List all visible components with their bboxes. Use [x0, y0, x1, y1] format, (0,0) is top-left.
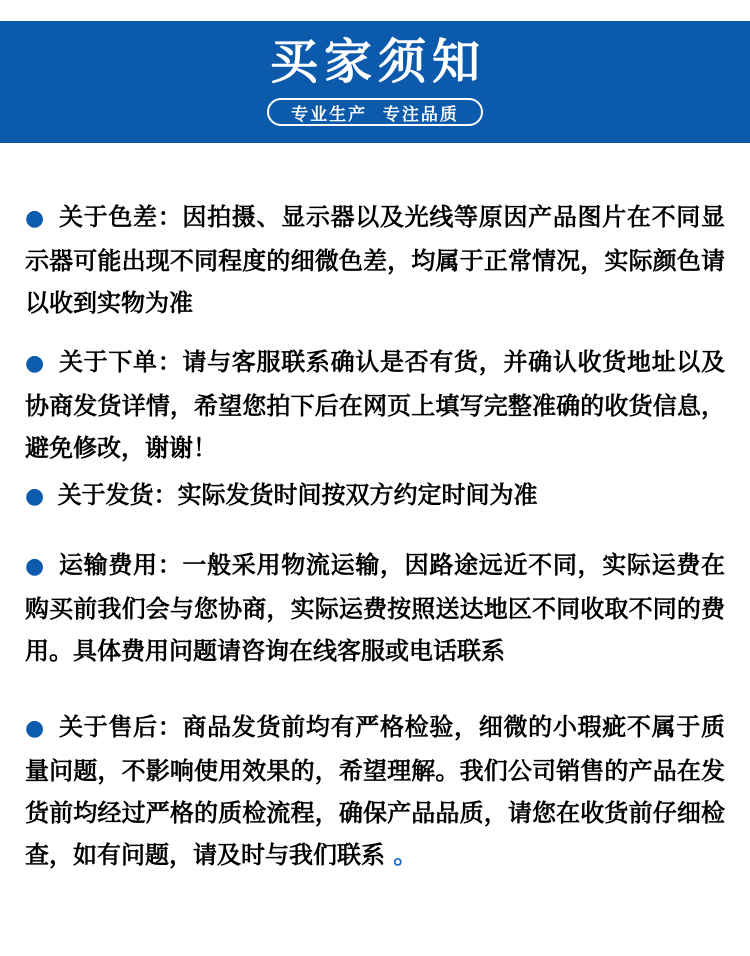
- bullet-icon: ●: [25, 554, 45, 579]
- section-text: 关于下单：请与客服联系确认是否有货，并确认收货地址以及协商发货详情，希望您拍下后在网页上填写完整准确的收货信息，避免修改，谢谢！: [25, 348, 726, 462]
- slogan-badge: [267, 98, 483, 126]
- section-text: 运输费用：一般采用物流运输，因路途远近不同，实际运费在购买前我们会与您协商，实际运费按照送达地区不同收取不同的费用。具体费用问题请咨询在线客服或电话联系: [25, 551, 726, 665]
- section-ordering: [25, 341, 725, 469]
- section-after-sales: [25, 706, 725, 876]
- bullet-icon: ●: [25, 716, 45, 741]
- bullet-icon: ●: [25, 206, 45, 231]
- header-banner: [0, 21, 750, 143]
- section-text: 关于售后：商品发货前均有严格检验，细微的小瑕疵不属于质量问题，不影响使用效果的，希望理解。我们公司销售的产品在发货前均经过严格的质检流程，确保产品品质，请您在收货前仔细检查，如有问题，请及时与我们联系: [25, 713, 726, 869]
- slogan-text: 专业生产 专注品质: [291, 104, 459, 125]
- section-freight-cost: [25, 544, 725, 672]
- notice-body: [0, 196, 750, 876]
- buyer-notice-page: [0, 21, 750, 876]
- section-text: 关于发货：实际发货时间按双方约定时间为准: [57, 481, 538, 509]
- section-color-difference: [25, 196, 725, 324]
- bullet-icon: ●: [25, 351, 45, 376]
- bullet-icon: ●: [25, 484, 45, 509]
- section-shipping: [25, 474, 725, 518]
- page-title: 买家须知: [269, 34, 486, 90]
- section-ending-period: 。: [393, 841, 418, 869]
- section-text: 关于色差：因拍摄、显示器以及光线等原因产品图片在不同显示器可能出现不同程度的细微色差，均属于正常情况，实际颜色请以收到实物为准: [25, 203, 726, 317]
